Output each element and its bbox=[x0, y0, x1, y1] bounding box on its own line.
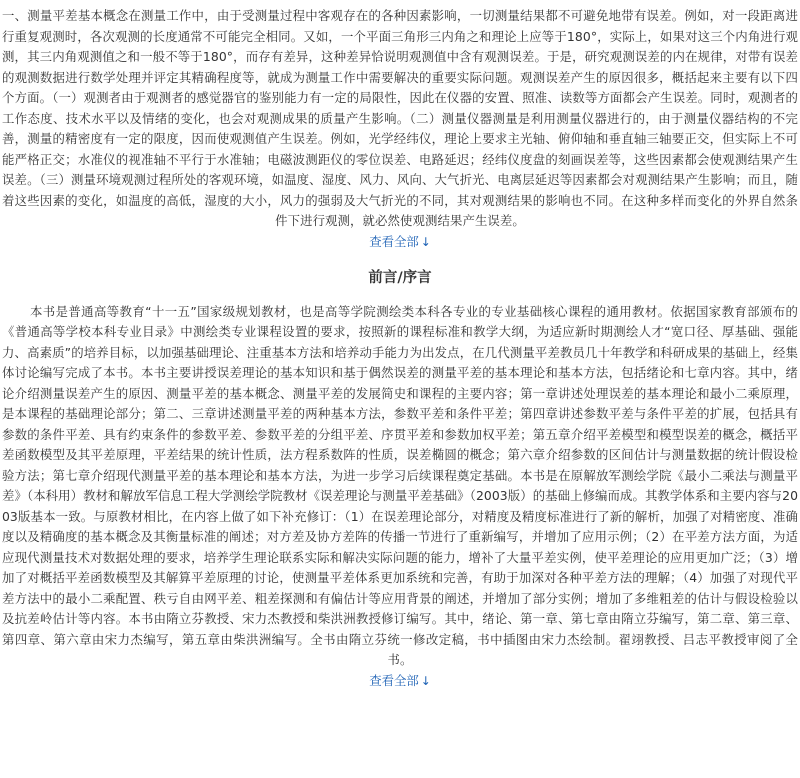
abstract-text: 一、测量平差基本概念在测量工作中，由于受测量过程中客观存在的各种因素影响，一切测量结果都不可避免地带有误差。例如，对一段距离进行重复观测时，各次观测的长度通常不可能完全相同。又如，一个平面三角形三内角之和理论上应等于180°，实际上，如果对这三个内角进行观测，其三内角观测值之和一般不等于180°，而存有差异，这种差异恰说明观测值中含有观测误差。于是，研究观测误差的内在规律，对带有误差的观测数据进行数学处理并评定其精确程度等，就成为测量工作中需要解决的重要实际问题。观测误差产生的原因很多，概括起来主要有以下四个方面。（一）观测者由于观测者的感觉器官的鉴别能力有一定的局限性，因此在仪器的安置、照准、读数等方面都会产生误差。同时，观测者的工作态度、技术水平以及情绪的变化，也会对观测成果的质量产生影响。（二）测量仪器测量是利用测量仪器进行的，由于测量仪器结构的不完善，测量的精密度有一定的限度，因而使观测值产生误差。例如，光学经纬仪，理论上要求主光轴、俯仰轴和垂直轴三轴要正交，但实际上不可能严格正交；水准仪的视准轴不平行于水准轴；电磁波测距仪的零位误差、电路延迟；经纬仪度盘的刻画误差等，这些因素都会使观测结果产生误差。（三）测量环境观测过程所处的客观环境，如温度、湿度、风力、风向、大气折光、电离层延迟等因素都会对观测结果产生影响；而且，随着这些因素的变化，如温度的高低，湿度的大小，风力的强弱及大气折光的不同，其对观测结果的影响也不同。在这种多样而变化的外界自然条件下进行观测，就必然使观测结果产生误差。 bbox=[2, 8, 798, 228]
arrow-down-icon: ↓ bbox=[420, 673, 431, 688]
preface-view-all-link[interactable] bbox=[2, 671, 798, 691]
abstract-section bbox=[0, 6, 800, 252]
preface-title: 前言/序言 bbox=[368, 269, 432, 286]
arrow-down-icon: ↓ bbox=[420, 234, 431, 249]
preface-section bbox=[0, 302, 800, 691]
preface-text: 本书是普通高等教育“十一五”国家级规划教材，也是高等学院测绘类本科各专业的专业基础核心课程的通用教材。依据国家教育部颁布的《普通高等学校本科专业目录》中测绘类专业课程设置的要求，按照新的课程标准和教学大纲，为适应新时期测绘人才“宽口径、厚基础、强能力、高素质”的培养目标，以加强基础理论、注重基本方法和培养动手能力为出发点，在几代测量平差教员几十年教学和科研成果的基础上，经集体讨论编写完成了本书。本书主要讲授误差理论的基本知识和基于偶然误差的测量平差的基本理论和基本方法，包括绪论和七章内容。其中，绪论介绍测量误差产生的原因、测量平差的基本概念、测量平差的发展简史和课程的主要内容；第一章讲述处理误差的基本理论和最小二乘原理，是本课程的基础理论部分；第二、三章讲述测量平差的两种基本方法，参数平差和条件平差；第四章讲述参数平差与条件平差的扩展，包括具有参数的条件平差、具有约束条件的参数平差、参数平差的分组平差、序贯平差和参数加权平差；第五章介绍平差模型和模型误差的概念，概括平差函数模型及其平差原理，平差结果的统计性质，法方程系数阵的性质，误差椭圆的概念；第六章介绍参数的区间估计与测量数据的统计假设检验方法；第七章介绍现代测量平差的基本理论和基本方法，为进一步学习后续课程奠定基础。本书是在原解放军测绘学院《最小二乘法与测量平差》（本科用）教材和解放军信息工程大学测绘学院教材《误差理论与测量平差基础》（2003版）的基础上修编而成。其教学体系和主要内容与2003版基本一致。与原教材相比，在内容上做了如下补充修订：（1）在误差理论部分，对精度及精度标准进行了新的解析，加强了对精密度、准确度以及精确度的基本概念及其衡量标准的阐述；对方差及协方差阵的传播一节进行了重新编写，并增加了应用示例；（2）在平差方法方面，为适应现代测量技术对数据处理的要求，培养学生理论联系实际和解决实际问题的能力，增补了大量平差实例，使平差理论的应用更加广泛；（3）增加了对概括平差函数模型及其解算平差原理的讨论，使测量平差体系更加系统和完善，有助于加深对各种平差方法的理解；（4）加强了对现代平差方法中的最小二乘配置、秩亏自由网平差、粗差探测和有偏估计等应用背景的阐述，并增加了部分实例；增加了多维粗差的估计与假设检验以及抗差岭估计等内容。本书由隋立芬教授、宋力杰教授和柴洪洲教授修订编写。其中，绪论、第一章、第七章由隋立芬编写，第二章、第三章、第四章、第六章由宋力杰编写，第五章由柴洪洲编写。全书由隋立芬统一修改定稿，书中插图由宋力杰绘制。翟翊教授、吕志平教授审阅了全书。 bbox=[2, 303, 798, 667]
abstract-view-all-link[interactable] bbox=[2, 232, 798, 252]
view-all-label: 查看全部 bbox=[369, 233, 419, 249]
view-all-label: 查看全部 bbox=[369, 672, 419, 688]
